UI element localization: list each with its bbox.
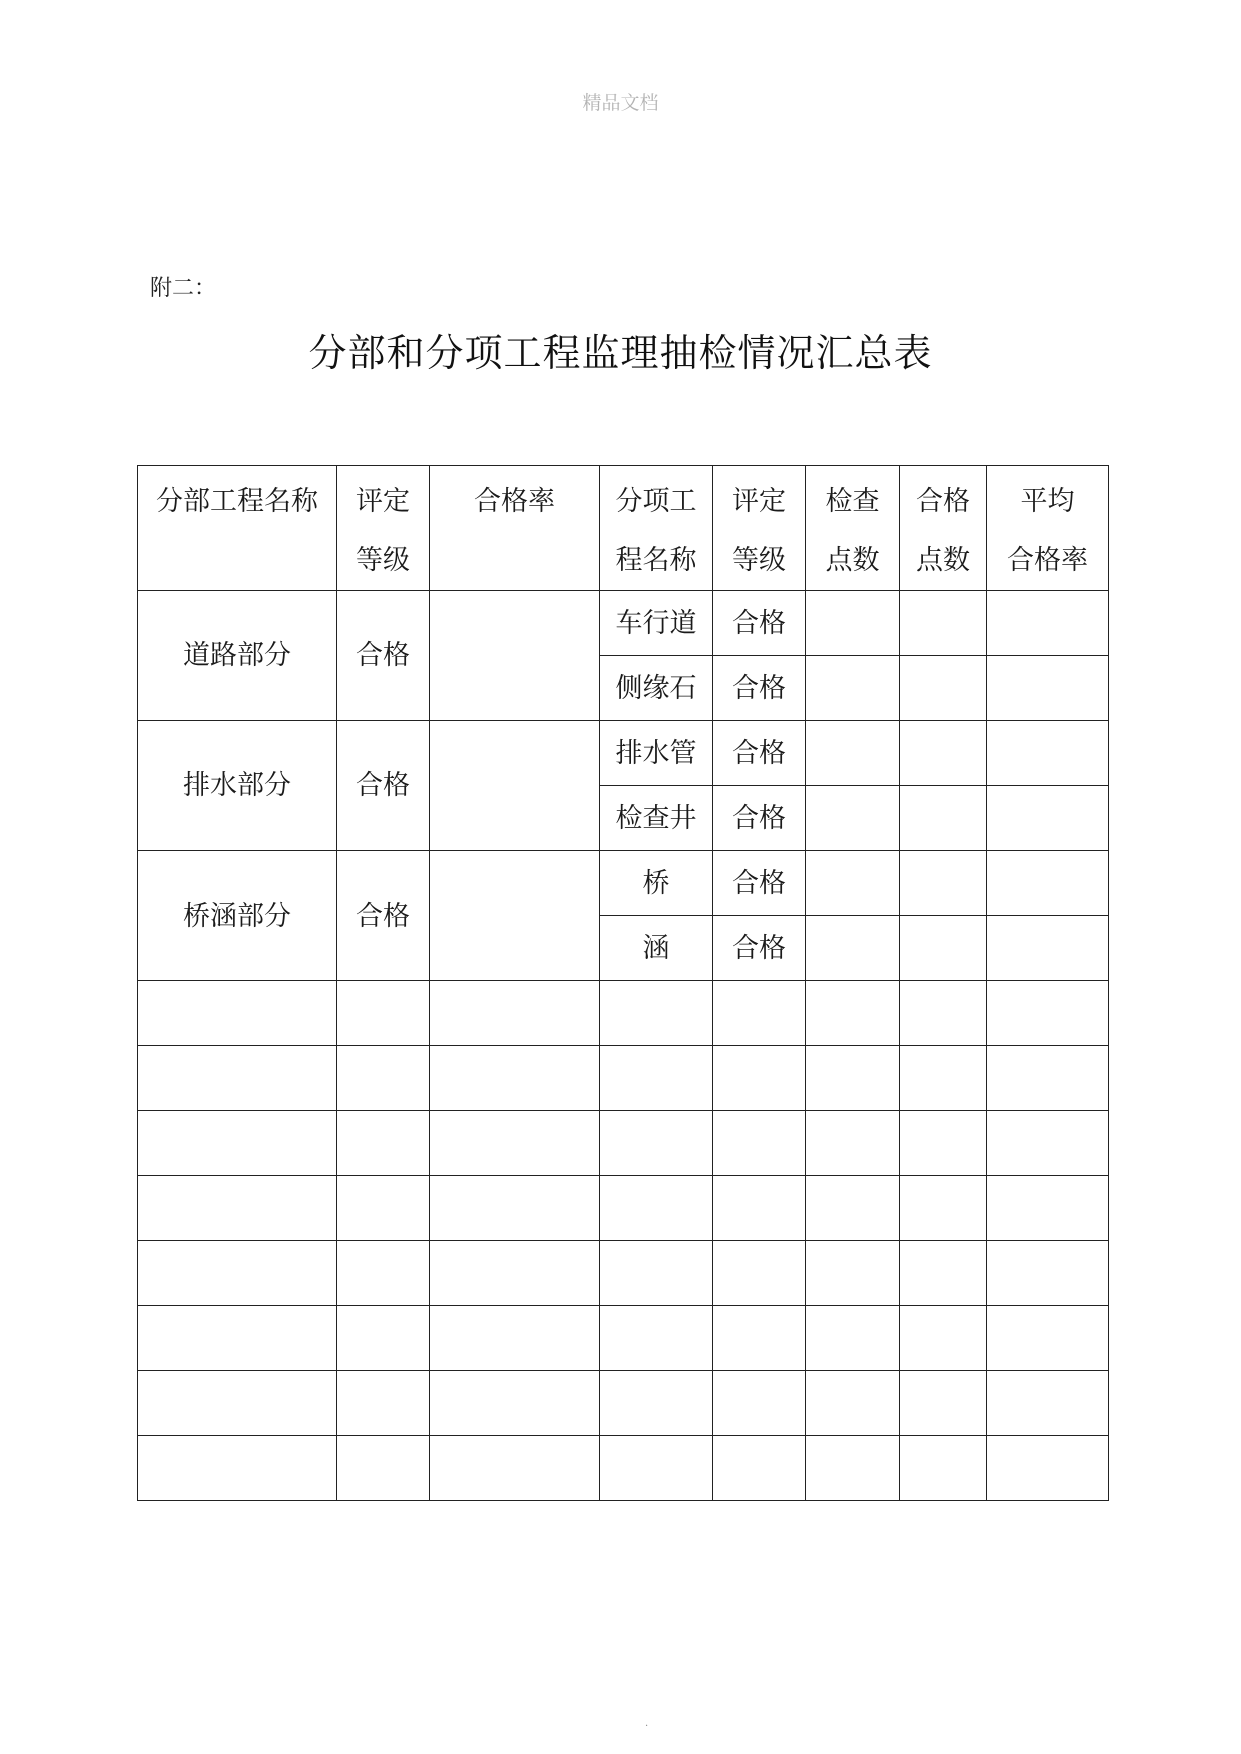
pass-points-cell xyxy=(900,591,987,656)
avg-pass-rate-cell xyxy=(987,786,1109,851)
empty-cell xyxy=(987,1371,1109,1436)
division-grade-cell: 合格 xyxy=(337,721,430,851)
empty-cell xyxy=(900,981,987,1046)
pass-points-cell xyxy=(900,916,987,981)
empty-cell xyxy=(987,1176,1109,1241)
empty-cell xyxy=(900,1176,987,1241)
empty-cell xyxy=(337,1176,430,1241)
division-pass-rate-cell xyxy=(430,721,600,851)
empty-cell xyxy=(430,981,600,1046)
empty-cell xyxy=(987,1436,1109,1501)
empty-cell xyxy=(600,1436,713,1501)
empty-cell xyxy=(806,1241,900,1306)
item-grade-cell: 合格 xyxy=(713,656,806,721)
empty-cell xyxy=(900,1111,987,1176)
empty-cell xyxy=(138,1436,337,1501)
empty-cell xyxy=(138,1241,337,1306)
empty-cell xyxy=(713,1306,806,1371)
item-grade-cell: 合格 xyxy=(713,786,806,851)
empty-cell xyxy=(430,1436,600,1501)
header-row xyxy=(138,466,1109,591)
item-grade-cell: 合格 xyxy=(713,591,806,656)
avg-pass-rate-cell xyxy=(987,916,1109,981)
table-row xyxy=(138,591,1109,656)
empty-cell xyxy=(337,1306,430,1371)
empty-cell xyxy=(138,981,337,1046)
division-pass-rate-cell xyxy=(430,591,600,721)
check-points-cell xyxy=(806,786,900,851)
empty-cell xyxy=(713,1046,806,1111)
empty-cell xyxy=(713,1436,806,1501)
empty-table-row xyxy=(138,1111,1109,1176)
empty-cell xyxy=(987,981,1109,1046)
empty-cell xyxy=(713,1241,806,1306)
empty-cell xyxy=(900,1046,987,1111)
empty-cell xyxy=(900,1371,987,1436)
table-row xyxy=(138,721,1109,786)
header-pass-points: 合格 点数 xyxy=(900,466,987,591)
empty-cell xyxy=(337,981,430,1046)
item-name-cell: 排水管 xyxy=(600,721,713,786)
empty-cell xyxy=(600,1306,713,1371)
empty-cell xyxy=(337,1371,430,1436)
empty-cell xyxy=(987,1046,1109,1111)
empty-cell xyxy=(337,1046,430,1111)
table-row xyxy=(138,851,1109,916)
empty-cell xyxy=(806,1176,900,1241)
division-name-cell: 桥涵部分 xyxy=(138,851,337,981)
pass-points-cell xyxy=(900,851,987,916)
empty-cell xyxy=(430,1241,600,1306)
empty-cell xyxy=(806,1046,900,1111)
empty-cell xyxy=(430,1111,600,1176)
empty-cell xyxy=(138,1111,337,1176)
empty-cell xyxy=(713,1176,806,1241)
header-division-pass-rate: 合格率 xyxy=(430,466,600,591)
pass-points-cell xyxy=(900,786,987,851)
empty-table-row xyxy=(138,1371,1109,1436)
summary-table xyxy=(137,465,1109,1501)
empty-cell xyxy=(138,1046,337,1111)
header-division-grade: 评定 等级 xyxy=(337,466,430,591)
check-points-cell xyxy=(806,851,900,916)
avg-pass-rate-cell xyxy=(987,656,1109,721)
avg-pass-rate-cell xyxy=(987,721,1109,786)
empty-cell xyxy=(806,1306,900,1371)
check-points-cell xyxy=(806,721,900,786)
empty-cell xyxy=(430,1176,600,1241)
division-name-cell: 排水部分 xyxy=(138,721,337,851)
empty-cell xyxy=(900,1241,987,1306)
empty-table-row xyxy=(138,1176,1109,1241)
avg-pass-rate-cell xyxy=(987,591,1109,656)
header-division-name: 分部工程名称 xyxy=(138,466,337,591)
division-pass-rate-cell xyxy=(430,851,600,981)
check-points-cell xyxy=(806,916,900,981)
header-avg-pass-rate: 平均 合格率 xyxy=(987,466,1109,591)
page-title: 分部和分项工程监理抽检情况汇总表 xyxy=(308,331,933,375)
item-name-cell: 侧缘石 xyxy=(600,656,713,721)
empty-cell xyxy=(713,1371,806,1436)
empty-cell xyxy=(806,981,900,1046)
item-name-cell: 涵 xyxy=(600,916,713,981)
item-name-cell: 检查井 xyxy=(600,786,713,851)
empty-cell xyxy=(337,1436,430,1501)
empty-cell xyxy=(600,1371,713,1436)
annex-label: 附二： xyxy=(150,276,217,301)
empty-cell xyxy=(806,1371,900,1436)
empty-table-row xyxy=(138,1046,1109,1111)
empty-cell xyxy=(138,1306,337,1371)
division-grade-cell: 合格 xyxy=(337,851,430,981)
empty-table-row xyxy=(138,981,1109,1046)
division-name-cell: 道路部分 xyxy=(138,591,337,721)
empty-cell xyxy=(600,981,713,1046)
item-grade-cell: 合格 xyxy=(713,851,806,916)
empty-cell xyxy=(987,1111,1109,1176)
empty-cell xyxy=(806,1436,900,1501)
header-item-name: 分项工 程名称 xyxy=(600,466,713,591)
item-grade-cell: 合格 xyxy=(713,721,806,786)
pass-points-cell xyxy=(900,656,987,721)
watermark-text: 精品文档 xyxy=(582,92,659,114)
empty-cell xyxy=(806,1111,900,1176)
avg-pass-rate-cell xyxy=(987,851,1109,916)
empty-cell xyxy=(337,1111,430,1176)
check-points-cell xyxy=(806,591,900,656)
empty-cell xyxy=(600,1176,713,1241)
empty-cell xyxy=(430,1046,600,1111)
empty-cell xyxy=(987,1241,1109,1306)
empty-cell xyxy=(430,1371,600,1436)
empty-cell xyxy=(600,1241,713,1306)
empty-cell xyxy=(138,1371,337,1436)
check-points-cell xyxy=(806,656,900,721)
empty-cell xyxy=(900,1436,987,1501)
empty-cell xyxy=(713,1111,806,1176)
footer-mark: . xyxy=(645,1718,649,1729)
item-grade-cell: 合格 xyxy=(713,916,806,981)
item-name-cell: 车行道 xyxy=(600,591,713,656)
item-name-cell: 桥 xyxy=(600,851,713,916)
empty-table-row xyxy=(138,1241,1109,1306)
empty-cell xyxy=(600,1111,713,1176)
empty-cell xyxy=(987,1306,1109,1371)
division-grade-cell: 合格 xyxy=(337,591,430,721)
empty-cell xyxy=(430,1306,600,1371)
pass-points-cell xyxy=(900,721,987,786)
empty-table-row xyxy=(138,1306,1109,1371)
empty-cell xyxy=(138,1176,337,1241)
empty-cell xyxy=(337,1241,430,1306)
empty-cell xyxy=(900,1306,987,1371)
empty-cell xyxy=(600,1046,713,1111)
header-item-grade: 评定 等级 xyxy=(713,466,806,591)
empty-table-row xyxy=(138,1436,1109,1501)
header-check-points: 检查 点数 xyxy=(806,466,900,591)
empty-cell xyxy=(713,981,806,1046)
